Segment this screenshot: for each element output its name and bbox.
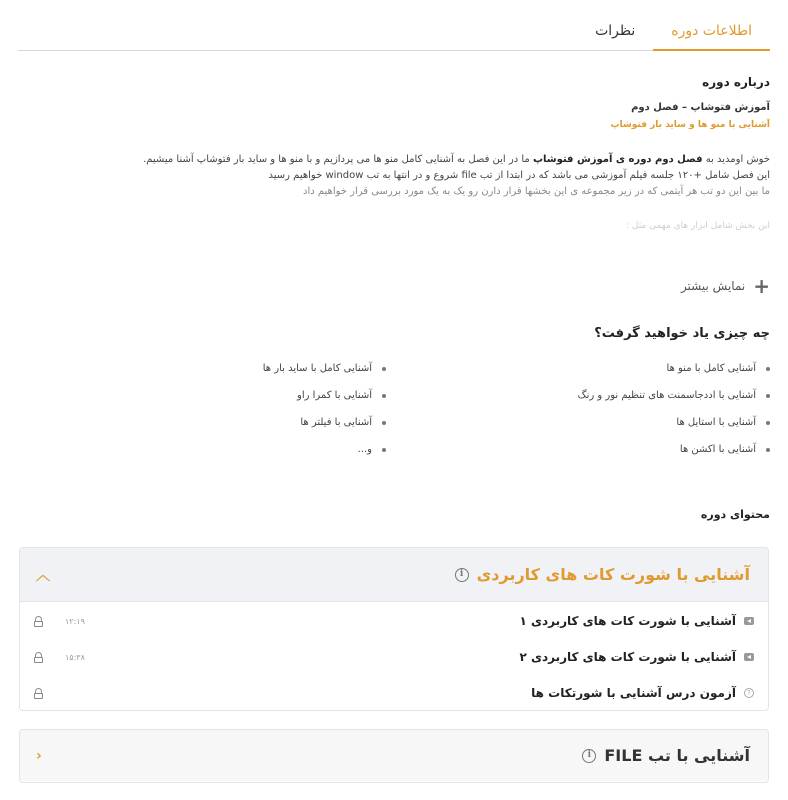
show-more-label: نمایش بیشتر — [680, 279, 746, 293]
course-content-heading: محتوای دوره — [700, 508, 770, 521]
course-title: آموزش فتوشاپ – فصل دوم — [631, 102, 770, 113]
list-item: آشنایی کامل با منو ها — [550, 355, 770, 382]
list-item: آشنایی کامل با ساید بار ها — [186, 355, 386, 382]
lesson-duration: ۱۲:۱۹ — [65, 616, 85, 626]
section-title: آشنایی با تب FILE — [604, 746, 750, 765]
list-item: آشنایی با کمرا راو — [186, 382, 386, 409]
tab-course-info[interactable]: اطلاعات دوره — [653, 0, 770, 51]
chevron-left-icon[interactable]: ‹ — [36, 747, 42, 764]
info-icon[interactable]: i — [582, 749, 596, 763]
course-tabs — [18, 0, 770, 51]
lesson-meta — [34, 688, 43, 699]
section-header[interactable] — [20, 548, 768, 602]
section-header[interactable] — [20, 730, 768, 781]
lesson-row[interactable] — [20, 675, 768, 711]
show-more-button[interactable] — [681, 276, 770, 296]
list-item: آشنایی با اکشن ها — [550, 436, 770, 463]
section-title-wrap — [582, 746, 750, 765]
lesson-title: آشنایی با شورت کات های کاربردی ۱ — [519, 614, 736, 628]
list-item: آشنایی با اددجاسمنت های تنظیم نور و رنگ — [550, 382, 770, 409]
lock-icon — [34, 688, 43, 699]
lesson-title: آشنایی با شورت کات های کاربردی ۲ — [519, 650, 736, 664]
description-line-1: خوش اومدید به فصل دوم دوره ی آموزش فتوشاپ ما در این فصل به آشنایی کامل منو ها می پردازیم و با منو ها و ساید بار فتوشاپ آشنا میشیم. — [143, 154, 770, 165]
course-subtitle: آشنایی با منو ها و ساید بار فتوشاپ — [610, 120, 770, 130]
description-faded-line: این بخش شامل ابزار های مهمی مثل : — [626, 221, 770, 231]
section-title-wrap — [455, 565, 750, 584]
lesson-info — [531, 686, 754, 700]
description-line-2: این فصل شامل +۱۲۰ جلسه فیلم آموزشی می باشد که در ابتدا از تب file شروع و در انتها به تب window خواهیم رسید — [268, 170, 770, 181]
learn-heading: چه چیزی یاد خواهید گرفت؟ — [594, 326, 770, 341]
list-item: آشنایی با استایل ها — [550, 409, 770, 436]
lesson-meta — [34, 616, 85, 627]
video-icon — [744, 617, 754, 625]
course-section-file-tab — [19, 729, 769, 783]
lesson-duration: ۱۵:۳۸ — [65, 652, 85, 662]
lesson-row[interactable] — [20, 603, 768, 639]
section-title: آشنایی با شورت کات های کاربردی — [476, 565, 750, 584]
about-heading: درباره دوره — [702, 75, 770, 89]
list-item: و... — [186, 436, 386, 463]
learn-list-right — [550, 355, 770, 463]
list-item: آشنایی با فیلتر ها — [186, 409, 386, 436]
lesson-info — [519, 614, 754, 628]
info-icon[interactable]: i — [455, 568, 469, 582]
chevron-up-icon[interactable]: ︿ — [36, 567, 50, 584]
learn-list-left — [186, 355, 386, 463]
plus-icon: + — [753, 274, 770, 298]
lock-icon — [34, 616, 43, 627]
lesson-list — [20, 603, 768, 711]
course-description — [18, 152, 770, 200]
lesson-meta — [34, 652, 85, 663]
quiz-icon: ? — [744, 688, 754, 698]
video-icon — [744, 653, 754, 661]
tab-comments[interactable]: نظرات — [595, 23, 636, 39]
lock-icon — [34, 652, 43, 663]
lesson-row[interactable] — [20, 639, 768, 675]
course-section-shortcuts — [19, 547, 769, 711]
lesson-title: آزمون درس آشنایی با شورتکات ها — [531, 686, 736, 700]
description-line-3: ما بین این دو تب هر آیتمی که در زیر مجموعه ی این بخشها قرار دارن رو یک به یک مورد بررسی قرار خواهیم داد — [303, 186, 770, 197]
lesson-info — [519, 650, 754, 664]
